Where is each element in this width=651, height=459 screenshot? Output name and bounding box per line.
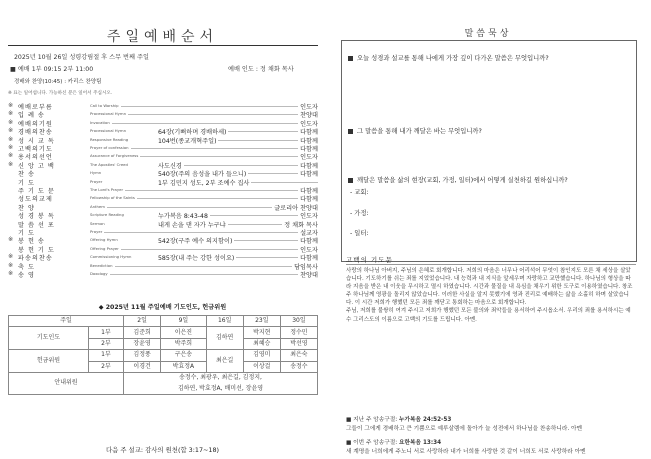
table-row xyxy=(9,327,318,338)
order-item-english: Invocation xyxy=(90,119,110,125)
stand-mark: ※ xyxy=(8,236,14,244)
order-item-english: Sermon xyxy=(90,220,105,226)
stand-mark: ※ xyxy=(8,144,14,151)
table-cell: 송정수, 최광우, 최은길, 김정지, xyxy=(124,372,318,383)
order-item xyxy=(8,228,318,236)
order-item xyxy=(8,110,318,118)
order-item-detail: 104번(종교개혁주일) xyxy=(158,137,217,145)
square-bullet-icon xyxy=(348,129,353,134)
praise-time: 경배와 찬양(10:45) : 카리스 찬양팀 xyxy=(14,79,102,85)
title-divider xyxy=(8,45,318,46)
order-item-responsible: 다함께 xyxy=(300,162,318,170)
stand-mark: ※ xyxy=(8,102,14,109)
order-item-detail: 누가복음 8:43-48 xyxy=(158,213,208,221)
order-item-responsible: 다함께 xyxy=(300,255,318,263)
leader-dots xyxy=(218,140,298,141)
order-item-name: 용서의선언 xyxy=(18,154,53,162)
order-item xyxy=(8,236,318,244)
order-item-english: Commissioning Hymn xyxy=(90,254,132,260)
table-cell: 김준희 xyxy=(124,327,161,338)
order-item-name: 성도의교제 xyxy=(18,196,53,204)
last-week-verse xyxy=(346,414,636,423)
worship-leader: 예배 인도 : 정 채화 목사 xyxy=(228,66,294,73)
order-item-english: Benediction xyxy=(90,262,113,268)
order-item-responsible: 담임목사 xyxy=(294,263,318,271)
table-cell: 김하연, 박효정A, 배미선, 장윤영 xyxy=(124,383,318,394)
table-header: 16일 xyxy=(206,316,243,327)
order-item xyxy=(8,270,318,278)
order-item-name: 말 씀 선 포 xyxy=(18,221,55,229)
order-item-responsible: 설교자 xyxy=(300,230,318,237)
question-3-text: 깨달은 말씀을 삶의 현장(교회, 가정, 일터)에서 어떻게 실천하길 원하십니까? xyxy=(357,177,568,184)
prayer-divider xyxy=(346,264,636,265)
order-item-responsible: 글로리아 찬양대 xyxy=(274,204,318,212)
order-item-responsible: 정 채화 목사 xyxy=(284,221,318,229)
table-cell: 최혜승 xyxy=(243,338,280,349)
order-item-english: Doxology xyxy=(90,271,108,276)
table-cell: 2부 xyxy=(88,338,123,349)
order-item-name: 입 례 송 xyxy=(18,112,45,120)
order-item-english: Prayer xyxy=(90,178,103,184)
leader-dots xyxy=(234,240,298,241)
leader-dots xyxy=(228,224,282,225)
order-item xyxy=(8,119,318,127)
table-cell: 박선영 xyxy=(280,338,317,349)
order-item xyxy=(8,253,318,261)
table-cell: 송정수 xyxy=(280,361,317,372)
worship-order-title: 주일예배순서 xyxy=(106,29,219,45)
leader-dots xyxy=(236,257,298,258)
stand-mark: ※ xyxy=(8,118,14,126)
order-item-english: Call to Worship xyxy=(90,103,119,108)
stand-mark: ※ xyxy=(8,127,14,135)
order-item-english: Processional Hymn xyxy=(90,111,126,117)
duty-title: ◆ 2025년 11월 주일예배 기도인도, 헌금위원 xyxy=(98,304,227,311)
order-item-responsible: 인도자 xyxy=(300,104,318,111)
order-item-english: The Lord's Prayer xyxy=(90,187,124,192)
leader-dots xyxy=(128,114,298,115)
order-item-name: 송 영 xyxy=(18,272,35,279)
leader-dots xyxy=(137,198,298,199)
table-cell: 1부 xyxy=(88,350,123,361)
leader-dots xyxy=(125,190,298,191)
service-time: ■ 예배 1부 09:15 2부 11:00 xyxy=(10,66,94,73)
stand-mark: ※ xyxy=(8,270,14,277)
order-item-responsible: 찬양대 xyxy=(300,112,318,120)
order-item-name: 축 도 xyxy=(18,263,35,271)
order-item-english: Processional Hymn xyxy=(90,128,126,134)
order-item xyxy=(8,169,318,177)
order-item-english: The Apostles' Creed xyxy=(90,161,128,167)
order-item-detail: 64장(기뻐하며 경배하세) xyxy=(158,129,227,137)
order-item-responsible: 다함께 xyxy=(300,196,318,204)
table-cell: 이상걸 xyxy=(243,361,280,372)
stand-mark: ※ xyxy=(8,160,14,168)
order-item-name: 봉 헌 송 xyxy=(18,238,45,246)
leader-dots xyxy=(140,156,298,157)
order-item xyxy=(8,144,318,152)
order-item xyxy=(8,102,318,110)
order-item xyxy=(8,220,318,228)
service-date: 2025년 10월 26일 성령강림절 후 스무 번째 주일 xyxy=(14,54,149,61)
order-item-name: 성 시 교 독 xyxy=(18,137,55,145)
table-cell: 김영미 xyxy=(243,350,280,361)
order-item-english: Scripture Reading xyxy=(90,212,124,218)
order-item-responsible: 찬양대 xyxy=(300,272,318,279)
leader-dots xyxy=(210,215,298,216)
this-week-ref: 요한복음 13:34 xyxy=(398,440,442,446)
order-item-detail: 542장(구주 예수 의지함이) xyxy=(158,238,233,246)
square-bullet-icon xyxy=(348,56,353,61)
order-item-responsible: 인도자 xyxy=(300,246,318,254)
leader-dots xyxy=(228,131,298,132)
question-2-text: 그 말씀을 통해 내가 깨달은 바는 무엇입니까? xyxy=(357,128,482,135)
order-item xyxy=(8,262,318,270)
table-cell: 박효정A xyxy=(161,361,206,372)
duty-table xyxy=(8,315,318,395)
table-cell: 김정풍 xyxy=(124,350,161,361)
order-item-english: Hymn xyxy=(90,170,102,176)
answer-church: - 교회: xyxy=(350,189,369,196)
leader-dots xyxy=(110,274,298,275)
order-item xyxy=(8,136,318,144)
question-3 xyxy=(348,175,568,184)
order-item xyxy=(8,161,318,169)
order-item-detail: 1부 김민지 성도, 2부 조예수 집사 xyxy=(158,179,250,187)
order-item-name: 예배의기원 xyxy=(18,120,53,128)
leader-dots xyxy=(248,173,298,174)
table-cell: 1부 xyxy=(88,327,123,338)
stand-mark: ※ xyxy=(8,135,14,143)
order-item xyxy=(8,245,318,253)
answer-work: - 일터: xyxy=(350,230,369,237)
next-sermon: 다음 주 설교: 감사의 원천(합 3:17~18) xyxy=(105,446,220,454)
order-item-english: Offering Hymn xyxy=(90,237,118,243)
order-item-detail: 내게 손을 댄 자가 누구냐 xyxy=(158,221,226,229)
order-item-detail: 540장(주의 음성을 내가 들으니) xyxy=(158,171,247,179)
order-item-english: Offering Prayer xyxy=(90,245,119,251)
last-week-text: 그들이 그에게 경배하고 큰 기쁨으로 예루살렘에 돌아가 늘 성전에서 하나님을 찬송하니라. 아멘 xyxy=(346,426,582,432)
table-cell: 2부 xyxy=(88,361,123,372)
table-cell: 박주희 xyxy=(161,338,206,349)
leader-dots xyxy=(115,266,292,267)
table-header: 2일 xyxy=(124,316,161,327)
prayer-paragraph: 사랑의 하나님 아버지, 주님의 은혜로 회개합니다. 저희의 마음은 너무나 어리석어 무엇이 참인지도 모른 채 세상을 살았습니다. 기도하기를 쉬는 죄를 지었었습니다. 내 능력과 내 지식을 앞세우며 자랑하고 교만했습니다. 하나님의 형상을 따라 지음을 받은 내 이웃을 무시하고 멸시 하였습니다. 시간과 물질을 내 욕심을 채우기 위한 도구로 이용하였습니다. 창조주 하나님께 영광을 돌리지 않았습니다. 이러한 사실을 알지 못했기에 영과 진리로 예배하는 삶을 소홀히 하며 살았습니다. 이 시간 저희가 행했던 모든 죄를 깨닫고 통회하는 마음으로 회개합니다. xyxy=(346,268,633,307)
order-item-english: Anthem xyxy=(90,203,105,209)
meditation-title: 말씀묵상 xyxy=(464,29,512,39)
leader-dots xyxy=(251,182,318,183)
question-2 xyxy=(348,126,482,135)
table-cell: 이은진 xyxy=(161,327,206,338)
order-item-responsible: 인도자 xyxy=(300,154,318,162)
leader-dots xyxy=(121,106,298,107)
order-item-name: 경배의찬송 xyxy=(18,129,53,137)
order-item-name: 고백의기도 xyxy=(18,146,53,153)
order-item xyxy=(8,203,318,211)
order-item-name: 찬 송 xyxy=(18,171,35,179)
order-item xyxy=(8,152,318,160)
order-item-responsible: 다함께 xyxy=(300,137,318,145)
order-item-english: Prayer xyxy=(90,229,103,234)
order-item-name: 봉 헌 기 도 xyxy=(18,246,55,254)
order-item-responsible: 다함께 xyxy=(300,188,318,195)
order-item-responsible: 다함께 xyxy=(300,238,318,246)
order-item-english: Responsive Reading xyxy=(90,136,129,142)
table-cell: 김하연 xyxy=(206,327,243,350)
order-item-english: Fellowship of the Saints xyxy=(90,195,135,201)
stand-mark: ※ xyxy=(8,253,14,261)
leader-dots xyxy=(107,207,272,208)
order-item-responsible: 다함께 xyxy=(300,146,318,153)
this-week-label: ■ 이번 주 암송구절: xyxy=(346,440,399,446)
order-item-responsible: 인도자 xyxy=(300,120,318,128)
table-header: 30일 xyxy=(280,316,317,327)
table-row xyxy=(9,316,318,327)
order-item-name: 주 기 도 문 xyxy=(18,188,55,195)
table-cell: 정수민 xyxy=(280,327,317,338)
leader-dots xyxy=(131,148,298,149)
question-1 xyxy=(348,53,549,62)
question-1-text: 오늘 성경과 설교를 통해 나에게 가장 깊이 다가온 말씀은 무엇입니까? xyxy=(357,55,549,62)
order-item-name: 기 도 xyxy=(18,179,35,187)
order-item xyxy=(8,127,318,135)
confession-prayer xyxy=(346,267,636,324)
meditation-box xyxy=(341,40,637,262)
order-item-english: Prayer of confession xyxy=(90,145,129,150)
stand-mark: ※ xyxy=(8,152,14,160)
order-item xyxy=(8,178,318,186)
table-cell: 구은송 xyxy=(161,350,206,361)
order-item-name: 파송의찬송 xyxy=(18,255,53,263)
leader-dots xyxy=(112,123,298,124)
table-cell: 안내위원 xyxy=(9,372,124,394)
table-header: 주일 xyxy=(9,316,124,327)
table-header: 9일 xyxy=(161,316,206,327)
stand-mark: ※ xyxy=(8,110,14,118)
order-item xyxy=(8,194,318,202)
square-bullet-icon xyxy=(348,178,353,183)
table-cell: 이경건 xyxy=(124,361,161,372)
table-row xyxy=(9,372,318,383)
order-item-name: 예배로부름 xyxy=(18,104,53,111)
order-item-name: 성 경 봉 독 xyxy=(18,213,55,221)
order-item-english: Assurance of Forgiveness xyxy=(90,153,139,159)
order-item-responsible: 인도자 xyxy=(300,213,318,221)
order-item xyxy=(8,211,318,219)
table-cell: 박지현 xyxy=(243,327,280,338)
table-cell: 헌금위원 xyxy=(9,350,89,373)
table-row xyxy=(9,350,318,361)
order-item-detail: 585장(내 주는 강한 성이요) xyxy=(158,255,235,263)
this-week-text: 새 계명을 너희에게 주노니 서로 사랑하라 내가 너희를 사랑한 것 같이 너희도 서로 사랑하라 아멘 xyxy=(346,449,586,455)
prayer-paragraph: 주님, 저희를 불쌍히 여겨 주시고 저희가 행했던 모든 불의와 죄악들을 용서하여 주시옵소서. 우리의 죄를 용서하시는 예수 그리스도의 이름으로 고백의 기도를 드립니다. 아멘. xyxy=(346,308,631,323)
leader-dots xyxy=(104,232,298,233)
leader-dots xyxy=(121,249,298,250)
prayer-title: 고백의 기도문 xyxy=(346,256,393,264)
stand-mark: ※ xyxy=(8,261,14,269)
standing-note: ※ 표는 일어섭니다. 가능하신 분은 일어서 주십시오. xyxy=(8,91,113,96)
table-cell: 최은숙 xyxy=(280,350,317,361)
last-week-label: ■ 지난 주 암송구절: xyxy=(346,417,399,423)
table-cell: 최은길 xyxy=(206,350,243,373)
order-item-name: 기 도 xyxy=(18,230,35,237)
leader-dots xyxy=(184,165,298,166)
last-week-ref: 누가복음 24:52-53 xyxy=(398,417,452,423)
table-cell: 기도인도 xyxy=(9,327,89,350)
this-week-verse xyxy=(346,437,636,446)
table-cell: 장윤영 xyxy=(124,338,161,349)
order-item xyxy=(8,186,318,194)
order-item-detail: 사도신경 xyxy=(158,162,182,170)
table-header: 23일 xyxy=(243,316,280,327)
order-item-name: 신 앙 고 백 xyxy=(18,162,55,170)
answer-home: - 가정: xyxy=(350,210,369,217)
order-item-name: 찬 양 xyxy=(18,204,35,212)
order-item-responsible: 다함께 xyxy=(300,129,318,137)
order-item-responsible: 다함께 xyxy=(300,171,318,179)
